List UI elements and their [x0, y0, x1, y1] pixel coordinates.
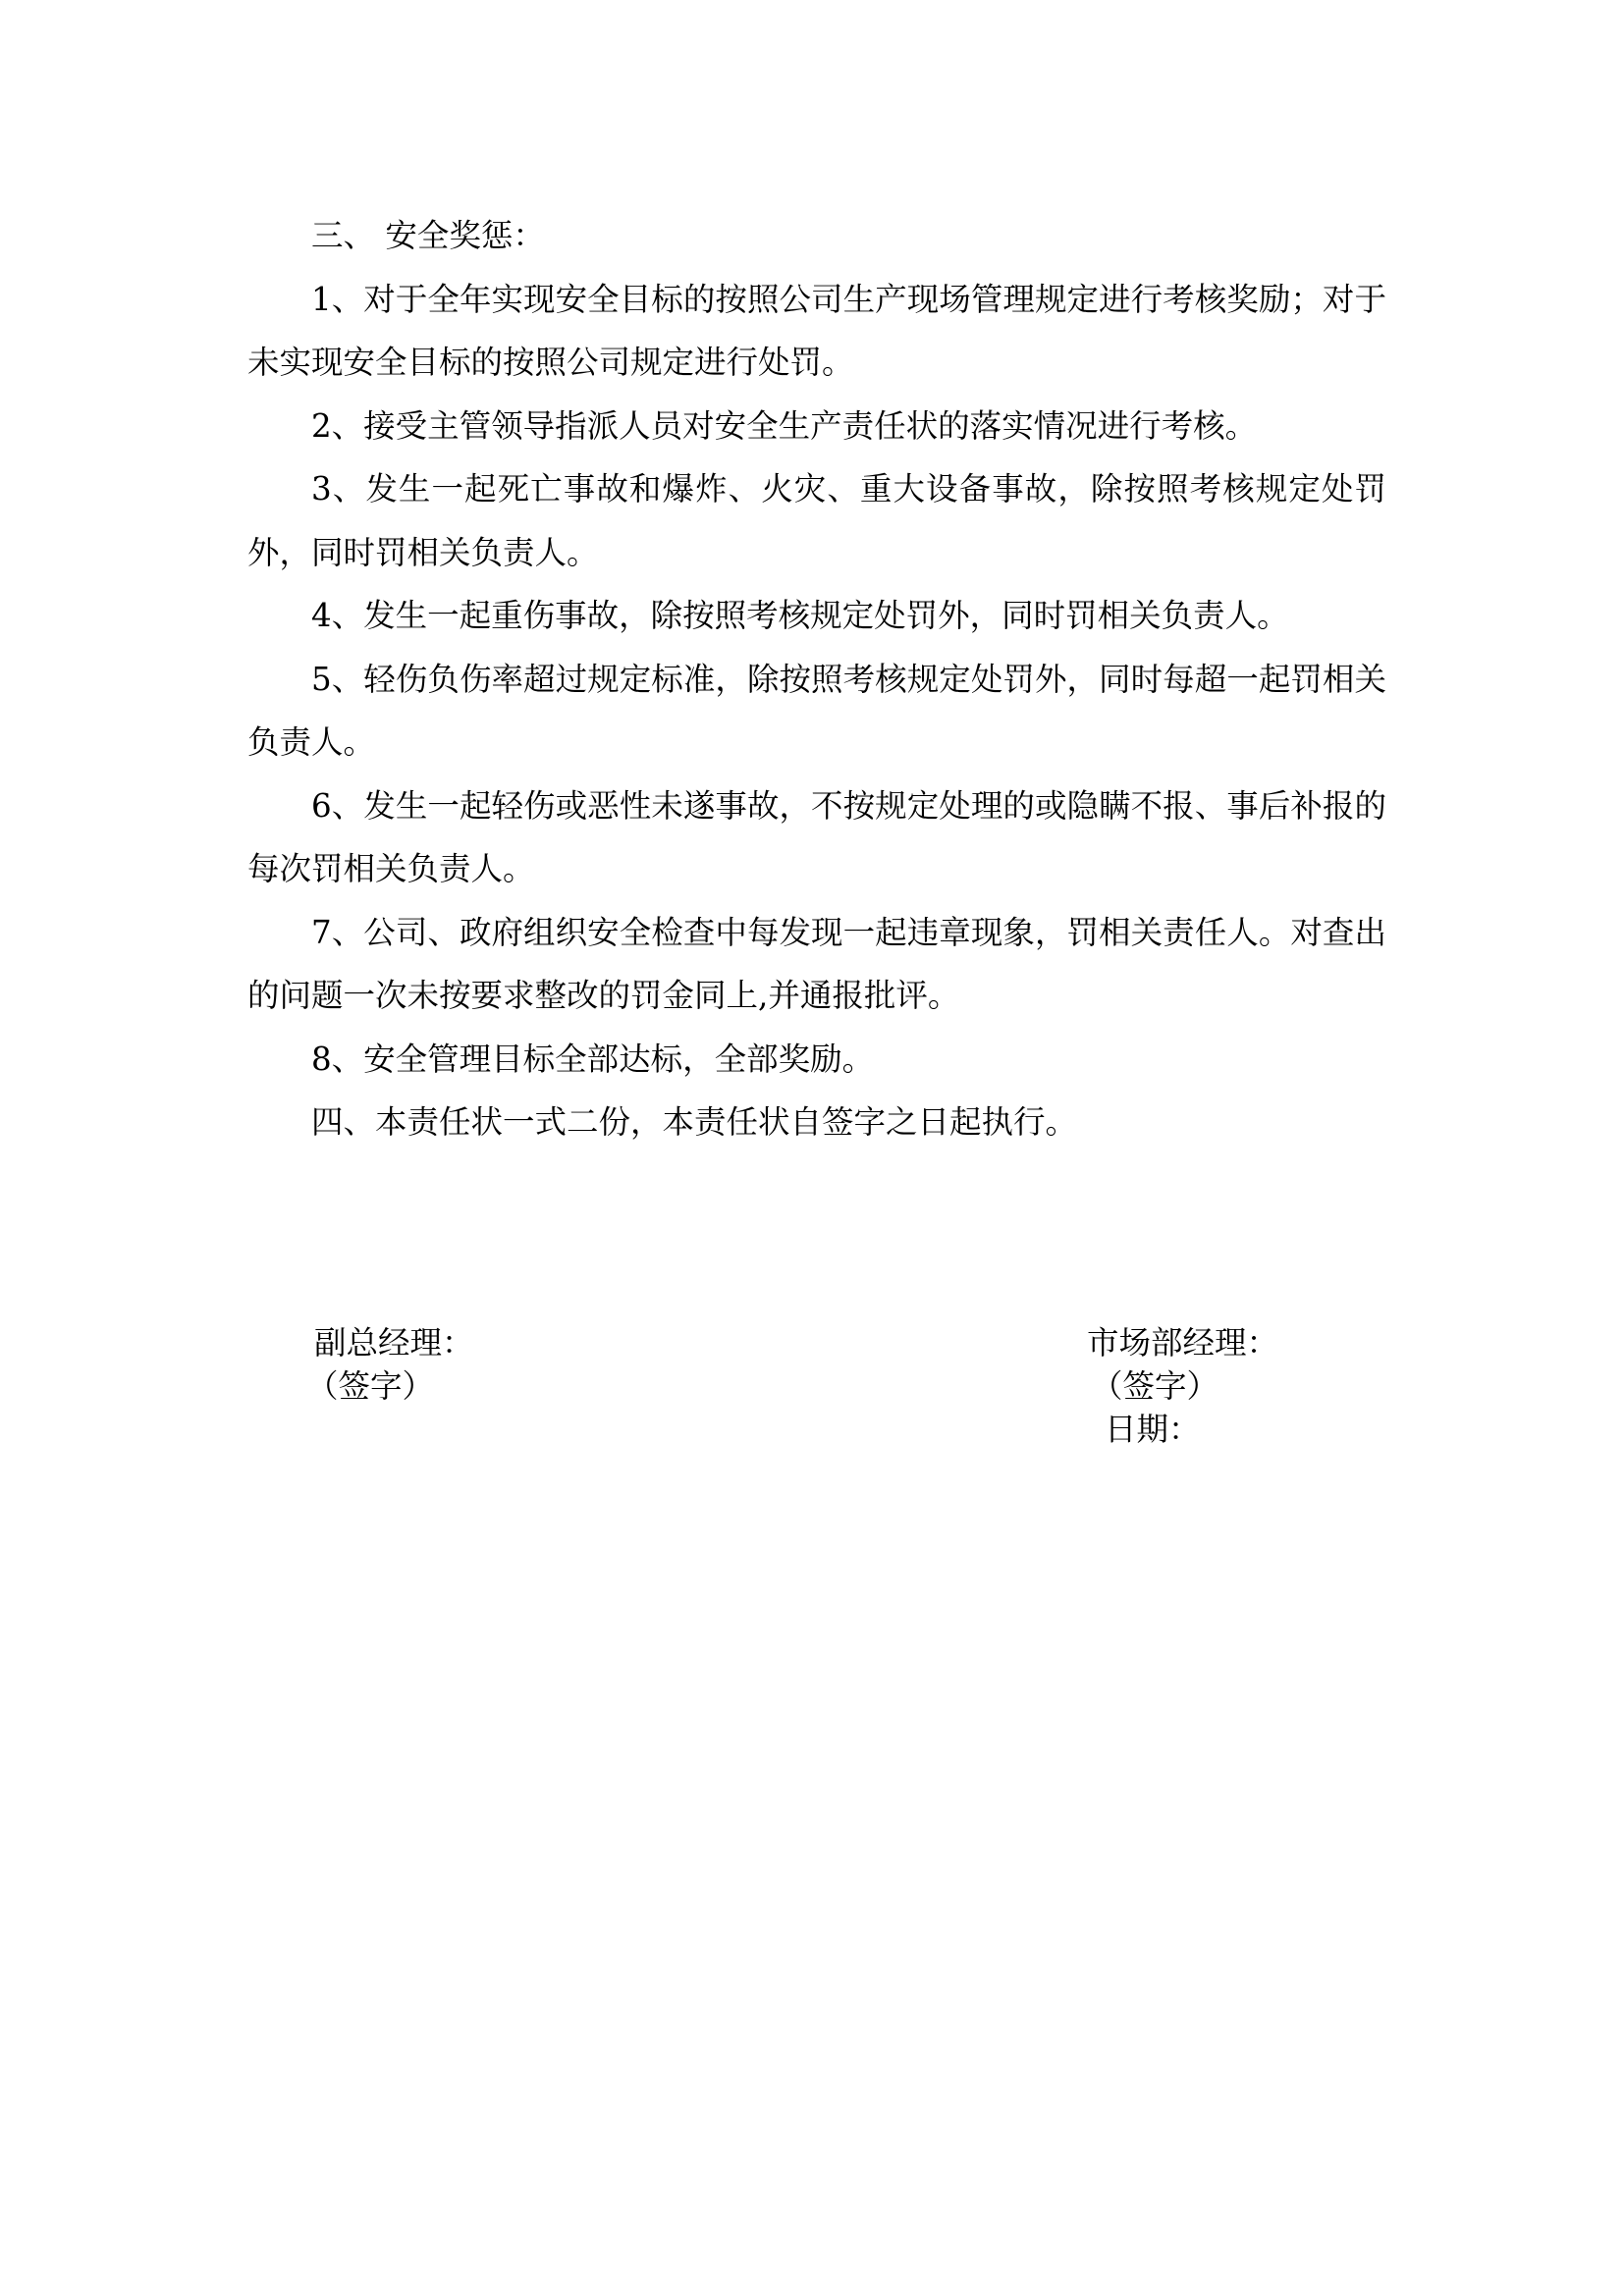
paragraph-2: 2、接受主管领导指派人员对安全生产责任状的落实情况进行考核。	[311, 406, 1258, 445]
deputy-gm-label: 副总经理：	[314, 1324, 474, 1362]
market-manager-sign-label: （签字）	[1091, 1367, 1219, 1405]
market-manager-label: 市场部经理：	[1087, 1324, 1279, 1362]
section-four: 四、本责任状一式二份，本责任状自签字之日起执行。	[311, 1103, 1078, 1141]
paragraph-1: 1、对于全年实现安全目标的按照公司生产现场管理规定进行考核奖励；对于未实现安全目标的按照公司规定进行处罚。	[247, 280, 1386, 381]
signature-left	[306, 1321, 474, 1408]
signature-right	[1087, 1321, 1278, 1451]
paragraph-6: 6、发生一起轻伤或恶性未遂事故，不按规定处理的或隐瞒不报、事后补报的每次罚相关负责人。	[247, 786, 1386, 887]
date-label: 日期：	[1105, 1411, 1201, 1448]
paragraph-3: 3、发生一起死亡事故和爆炸、火灾、重大设备事故，除按照考核规定处罚外，同时罚相关负责人。	[247, 470, 1386, 571]
paragraph-8: 8、安全管理目标全部达标，全部奖励。	[311, 1040, 875, 1078]
paragraph-4: 4、发生一起重伤事故，除按照考核规定处罚外，同时罚相关负责人。	[311, 597, 1289, 634]
paragraph-5: 5、轻伤负伤率超过规定标准，除按照考核规定处罚外，同时每超一起罚相关负责人。	[247, 660, 1386, 761]
section-heading: 三、 安全奖惩：	[311, 217, 545, 254]
deputy-gm-sign-label: （签字）	[306, 1367, 435, 1405]
paragraph-7: 7、公司、政府组织安全检查中每发现一起违章现象，罚相关责任人。对查出的问题一次未按要求整改的罚金同上,并通报批评。	[247, 913, 1386, 1014]
document-body	[247, 204, 1386, 1154]
